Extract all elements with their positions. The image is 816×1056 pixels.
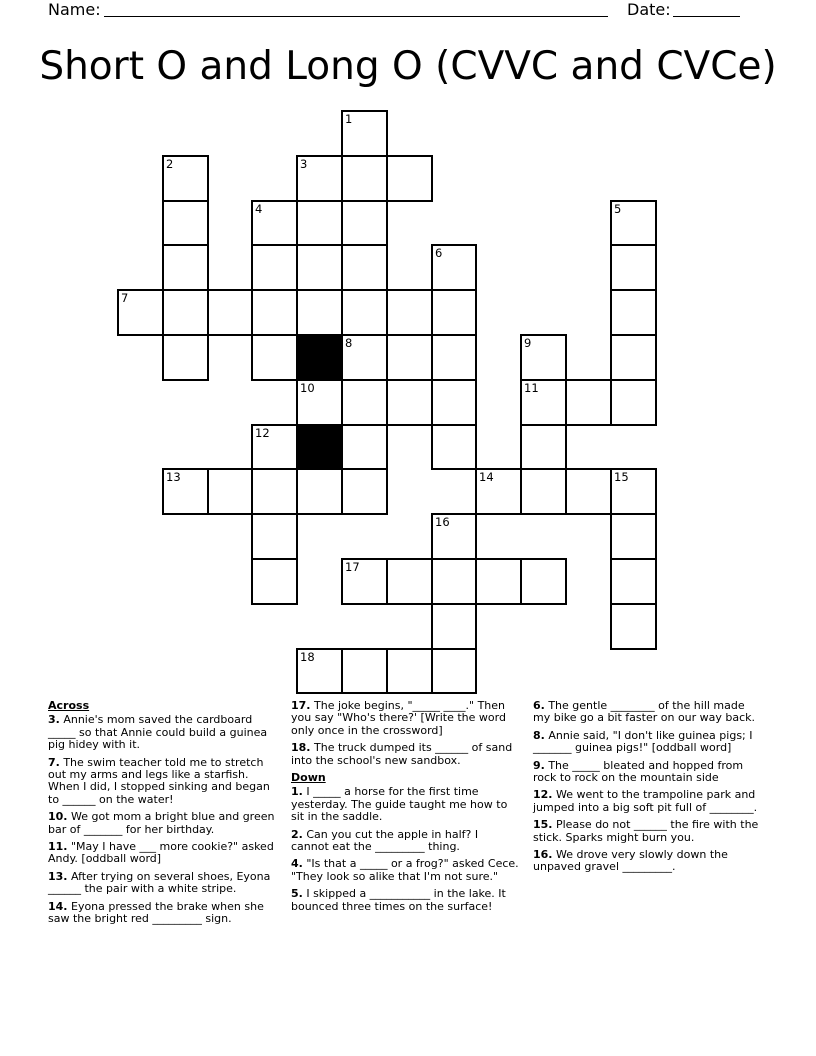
name-label: Name:	[48, 0, 101, 19]
crossword-cell[interactable]	[162, 155, 209, 202]
crossword-cell[interactable]	[341, 244, 388, 291]
crossword-cell[interactable]	[341, 110, 388, 157]
clue-text: I skipped a ___________ in the lake. It bounced three times on the surface!	[291, 887, 506, 913]
clue-number: 12	[255, 426, 270, 440]
crossword-cell[interactable]	[610, 558, 657, 605]
clue-item	[291, 858, 519, 883]
crossword-cell[interactable]	[296, 648, 343, 694]
black-square	[296, 424, 343, 470]
crossword-cell[interactable]	[431, 558, 477, 605]
crossword-cell[interactable]	[520, 334, 567, 381]
clue-number: 8.	[533, 728, 545, 742]
crossword-cell[interactable]	[341, 200, 388, 246]
clue-text: The _____ bleated and hopped from rock to rock on the mountain side	[533, 758, 744, 785]
clue-item	[533, 789, 761, 814]
clue-number: 10	[300, 381, 315, 395]
clue-text: We went to the trampoline park and jumped into a big soft pit full of ________.	[533, 788, 758, 814]
crossword-cell[interactable]	[251, 244, 298, 291]
clue-number: 18.	[291, 741, 311, 755]
crossword-cell[interactable]	[341, 289, 388, 336]
clues-column-3	[533, 700, 761, 879]
crossword-cell[interactable]	[610, 200, 657, 246]
crossword-cell[interactable]	[162, 200, 209, 246]
clue-text: We got mom a bright blue and green bar of _______ for her birthday.	[48, 810, 275, 836]
clues-column-2	[291, 700, 519, 918]
crossword-cell[interactable]	[610, 289, 657, 336]
across-heading: Across	[48, 699, 90, 712]
clue-text: Eyona pressed the brake when she saw the bright red _________ sign.	[48, 899, 264, 926]
crossword-cell[interactable]	[386, 289, 433, 336]
crossword-cell[interactable]	[565, 379, 612, 426]
crossword-cell[interactable]	[251, 558, 298, 605]
clue-number: 11	[524, 381, 539, 395]
clue-number: 12.	[533, 788, 553, 802]
clue-text: "Is that a _____ or a frog?" asked Cece. "They look so alike that I'm not sure."	[291, 857, 519, 883]
crossword-cell[interactable]	[296, 244, 343, 291]
crossword-cell[interactable]	[341, 379, 388, 426]
clue-item	[533, 760, 761, 785]
clue-number: 10.	[48, 810, 68, 824]
clue-item	[48, 811, 276, 836]
clue-text: The truck dumped its ______ of sand into the school's new sandbox.	[291, 741, 513, 767]
clue-number: 8	[345, 336, 353, 350]
clues-column-1	[48, 700, 276, 931]
black-square	[296, 334, 343, 381]
crossword-cell[interactable]	[431, 603, 477, 650]
crossword-cell[interactable]	[117, 289, 164, 336]
clue-number: 16	[435, 515, 450, 529]
clue-number: 9	[524, 336, 532, 350]
crossword-cell[interactable]	[610, 244, 657, 291]
crossword-cell[interactable]	[431, 379, 477, 426]
clue-text: We drove very slowly down the unpaved gravel _________.	[533, 848, 728, 874]
clue-text: Can you cut the apple in half? I cannot eat the _________ thing.	[291, 827, 479, 854]
clue-number: 13.	[48, 869, 68, 883]
clue-text: The gentle ________ of the hill made my bike go a bit faster on our way back.	[533, 699, 756, 725]
clue-text: The swim teacher told me to stretch out my arms and legs like a starfish. When I did, I stopped sinking and began to ______ on the water!	[48, 755, 270, 806]
clue-number: 15	[614, 470, 629, 484]
clue-text: Annie's mom saved the cardboard _____ so that Annie could build a guinea pig hidey with it.	[48, 713, 268, 752]
clue-text: Please do not ______ the fire with the stick. Sparks might burn you.	[533, 818, 759, 844]
clue-item	[533, 700, 761, 725]
crossword-cell[interactable]	[162, 334, 209, 381]
clue-item	[291, 786, 519, 823]
clue-number: 1.	[291, 785, 303, 799]
crossword-cell[interactable]	[610, 334, 657, 381]
clue-item	[291, 829, 519, 854]
clue-item	[48, 841, 276, 866]
down-heading: Down	[291, 771, 326, 785]
crossword-cell[interactable]	[341, 648, 388, 694]
crossword-cell[interactable]	[610, 603, 657, 650]
crossword-cell[interactable]	[475, 468, 522, 515]
crossword-cell[interactable]	[207, 468, 253, 515]
clue-number: 2	[166, 157, 174, 171]
clue-item	[533, 849, 761, 874]
clue-number: 7.	[48, 755, 60, 769]
crossword-cell[interactable]	[162, 289, 209, 336]
page-title: Short O and Long O (CVVC and CVCe)	[39, 44, 777, 89]
clue-text: "May I have ___ more cookie?" asked Andy. [oddball word]	[48, 840, 274, 866]
crossword-cell[interactable]	[251, 334, 298, 381]
crossword-cell[interactable]	[475, 558, 522, 605]
clue-number: 4	[255, 202, 263, 216]
crossword-cell[interactable]	[251, 468, 298, 515]
crossword-cell[interactable]	[386, 379, 433, 426]
crossword-cell[interactable]	[251, 289, 298, 336]
clue-item	[48, 871, 276, 896]
crossword-cell[interactable]	[431, 289, 477, 336]
crossword-cell[interactable]	[431, 648, 477, 694]
clue-number: 6	[435, 246, 443, 260]
crossword-cell[interactable]	[341, 334, 388, 381]
crossword-cell[interactable]	[431, 334, 477, 381]
clue-number: 1	[345, 112, 353, 126]
clue-number: 14.	[48, 899, 68, 913]
clue-text: I _____ a horse for the first time yesterday. The guide taught me how to sit in the saddle.	[291, 785, 508, 824]
clue-text: The joke begins, "_____ ____." Then you say "Who's there?' [Write the word only once in the crossword]	[291, 699, 506, 737]
clue-number: 17.	[291, 699, 311, 712]
crossword-cell[interactable]	[610, 513, 657, 560]
clue-item	[291, 888, 519, 913]
clue-item	[533, 819, 761, 844]
clue-item	[48, 901, 276, 926]
crossword-cell[interactable]	[386, 155, 433, 202]
clue-number: 3.	[48, 713, 60, 727]
crossword-cell[interactable]	[610, 379, 657, 426]
clue-number: 6.	[533, 699, 545, 712]
clue-number: 5.	[291, 887, 303, 901]
crossword-cell[interactable]	[296, 379, 343, 426]
crossword-cell[interactable]	[431, 244, 477, 291]
clue-number: 9.	[533, 758, 545, 772]
clue-number: 3	[300, 157, 308, 171]
crossword-cell[interactable]	[162, 468, 209, 515]
crossword-cell[interactable]	[520, 558, 567, 605]
clue-number: 11.	[48, 840, 68, 854]
crossword-cell[interactable]	[610, 468, 657, 515]
crossword-cell[interactable]	[162, 244, 209, 291]
crossword-cell[interactable]	[341, 155, 388, 202]
crossword-cell[interactable]	[296, 468, 343, 515]
clue-number: 18	[300, 650, 315, 664]
crossword-cell[interactable]	[251, 200, 298, 246]
crossword-cell[interactable]	[251, 513, 298, 560]
clue-item	[291, 700, 519, 737]
crossword-cell[interactable]	[431, 424, 477, 470]
crossword-cell[interactable]	[520, 379, 567, 426]
clue-number: 2.	[291, 827, 303, 841]
crossword-cell[interactable]	[341, 424, 388, 470]
clue-text: After trying on several shoes, Eyona ______ the pair with a white stripe.	[48, 869, 271, 896]
crossword-cell[interactable]	[296, 155, 343, 202]
crossword-cell[interactable]	[565, 468, 612, 515]
crossword-cell[interactable]	[341, 558, 388, 605]
clue-number: 4.	[291, 857, 303, 871]
clue-number: 16.	[533, 848, 553, 862]
clue-number: 5	[614, 202, 622, 216]
crossword-cell[interactable]	[341, 468, 388, 515]
date-label: Date:	[627, 0, 671, 19]
clue-item	[48, 757, 276, 807]
crossword-cell[interactable]	[386, 648, 433, 694]
clue-number: 17	[345, 560, 360, 574]
crossword-cell[interactable]	[207, 289, 253, 336]
clue-number: 15.	[533, 818, 553, 832]
clue-item	[48, 714, 276, 751]
crossword-cell[interactable]	[520, 424, 567, 470]
clue-item	[291, 742, 519, 767]
crossword-cell[interactable]	[520, 468, 567, 515]
clue-item	[533, 730, 761, 755]
crossword-cell[interactable]	[296, 200, 343, 246]
clue-number: 7	[121, 291, 129, 305]
clue-number: 13	[166, 470, 181, 484]
crossword-cell[interactable]	[386, 558, 433, 605]
crossword-cell[interactable]	[251, 424, 298, 470]
clue-number: 14	[479, 470, 494, 484]
clue-text: Annie said, "I don't like guinea pigs; I _______ guinea pigs!" [oddball word]	[533, 728, 753, 755]
crossword-cell[interactable]	[296, 289, 343, 336]
crossword-cell[interactable]	[431, 513, 477, 560]
